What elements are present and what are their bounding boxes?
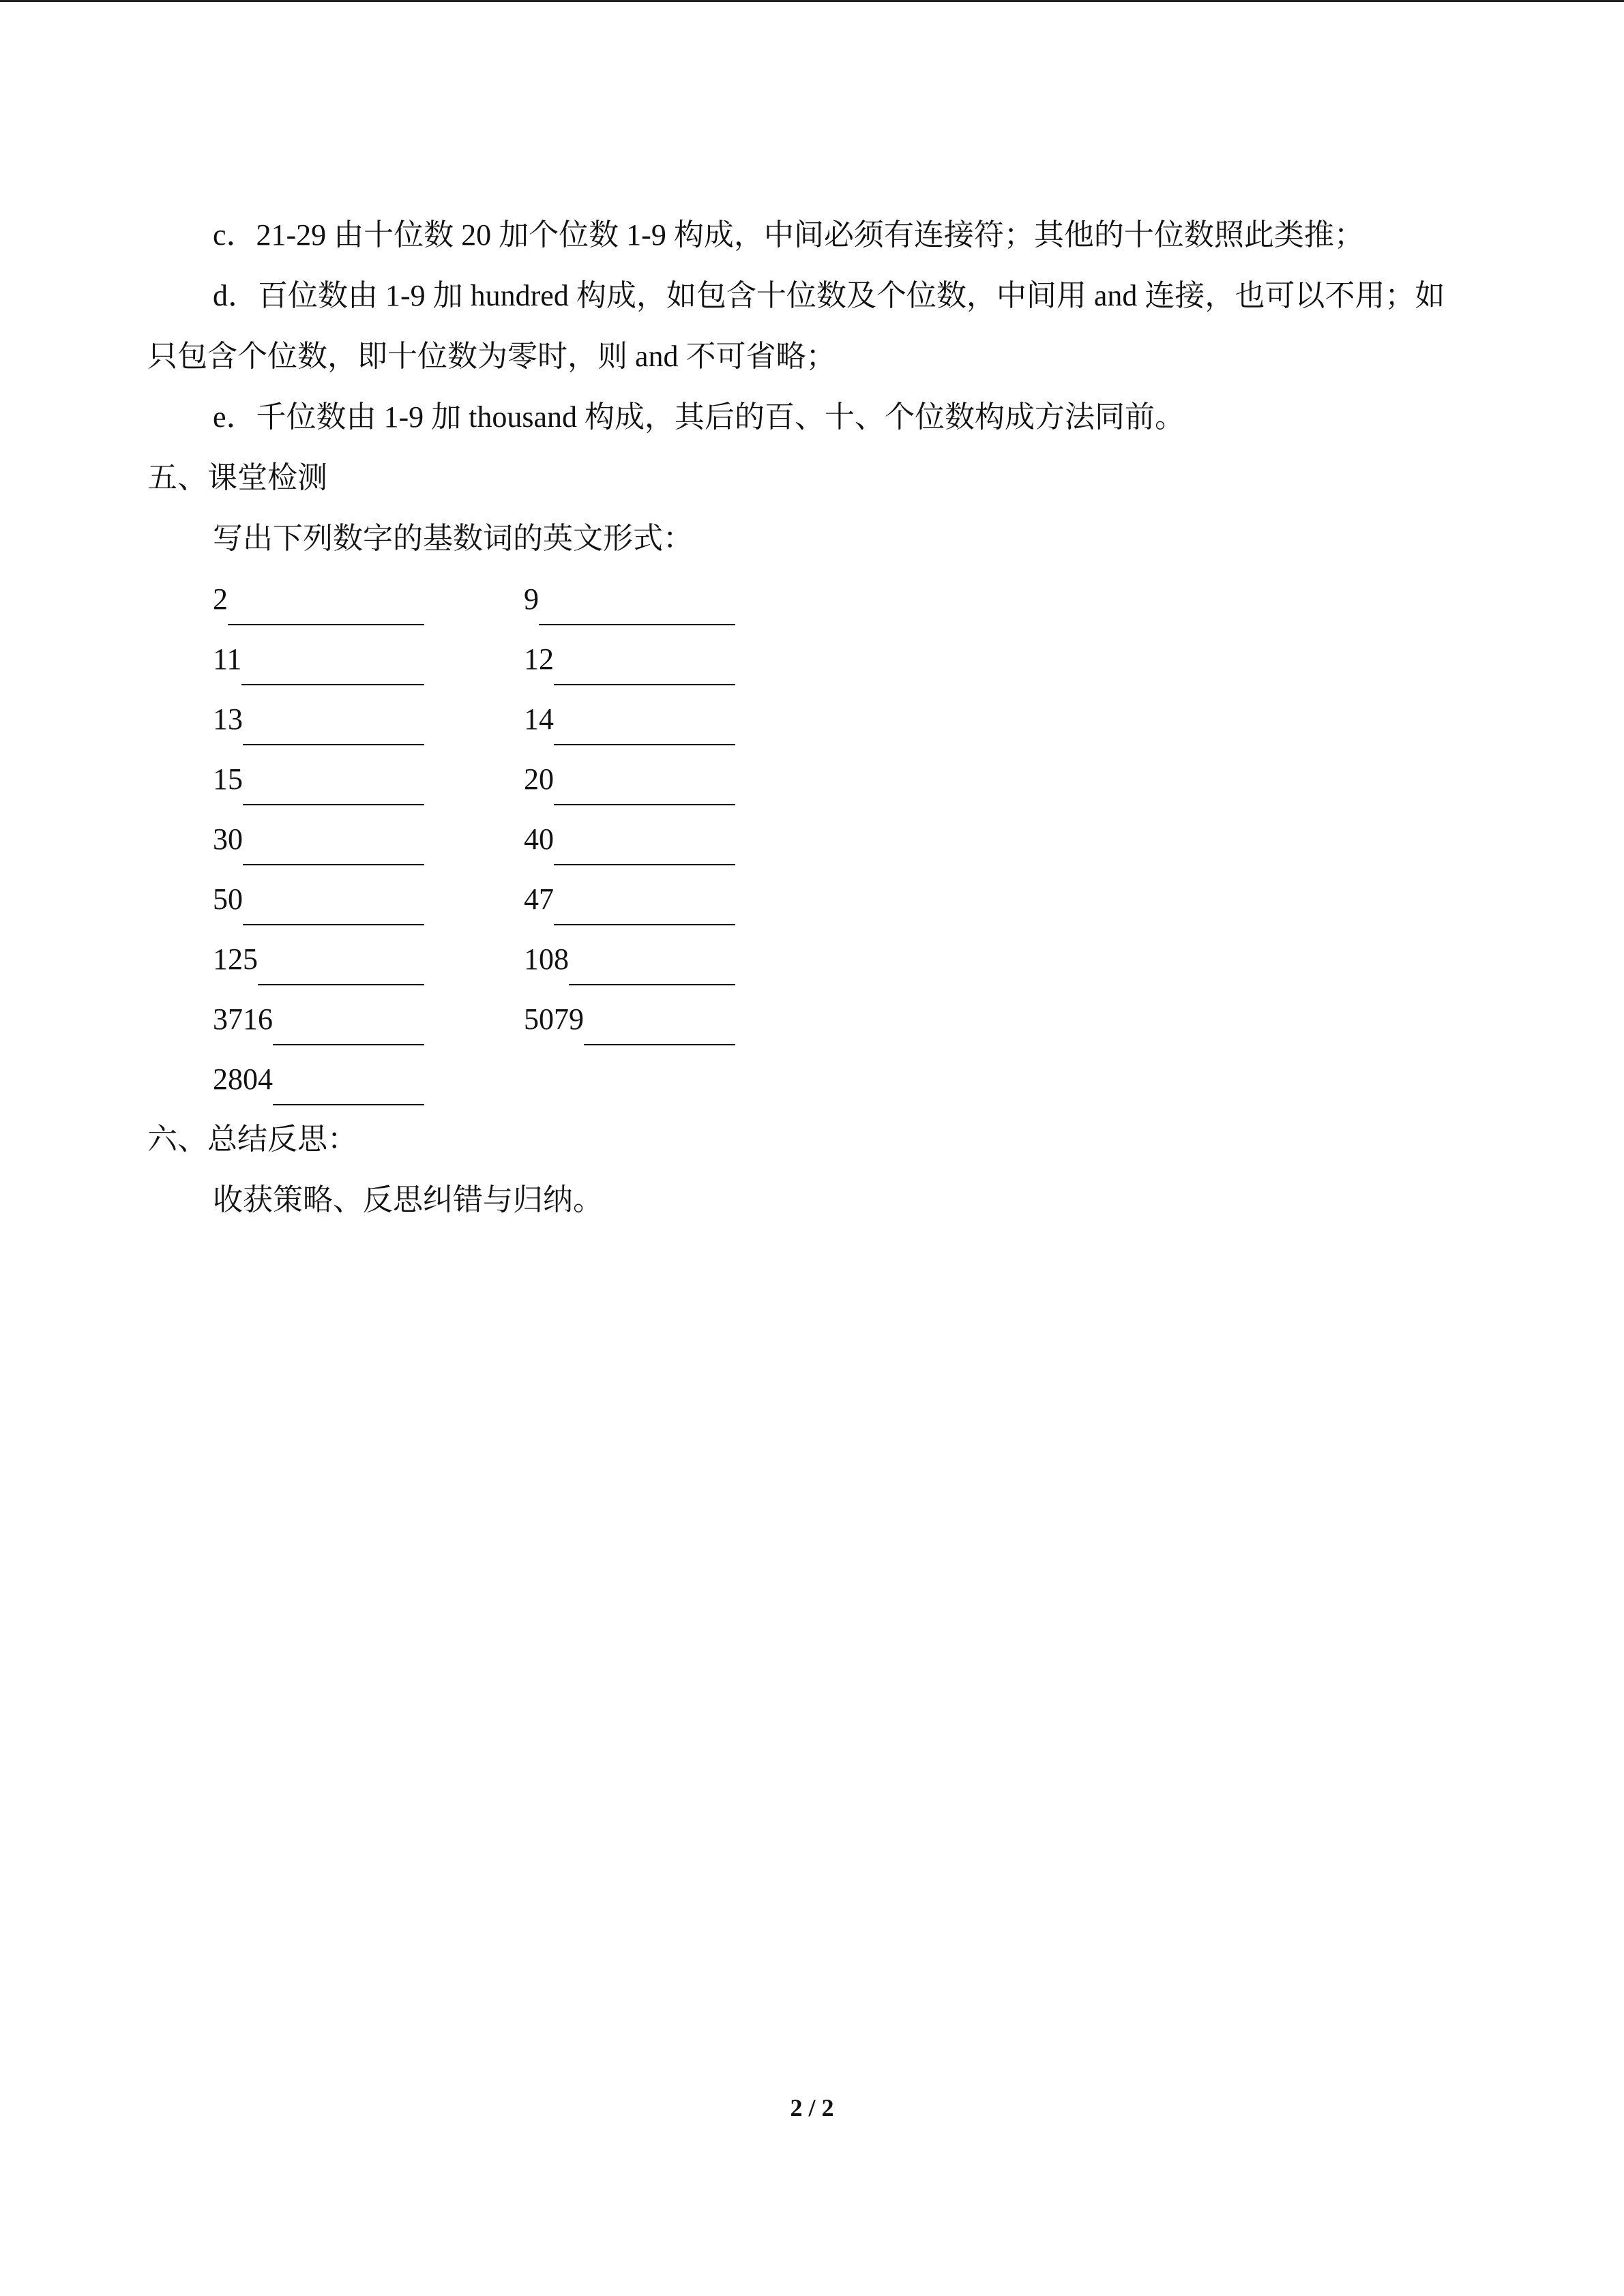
answer-row [213, 749, 1464, 809]
answer-item [524, 569, 835, 629]
document-page [147, 205, 1464, 1230]
answer-blank-line[interactable] [554, 774, 735, 805]
answer-item [213, 929, 524, 989]
answer-number: 15 [213, 762, 243, 796]
answer-item [213, 629, 524, 689]
answer-item [524, 689, 835, 749]
rule-d: d．百位数由 1-9 加 hundred 构成，如包含十位数及个位数，中间用 and 连接，也可以不用；如只包含个位数，即十位数为零时，则 and 不可省略； [147, 279, 1445, 373]
answer-item [524, 749, 835, 809]
answer-blank-line[interactable] [554, 714, 735, 745]
answer-number: 2804 [213, 1062, 273, 1096]
answer-number: 20 [524, 762, 554, 796]
answer-item [524, 629, 835, 689]
answer-row [213, 629, 1464, 689]
answer-number: 2 [213, 582, 228, 616]
answer-blank-line[interactable] [258, 954, 424, 985]
answer-row [213, 569, 1464, 629]
answer-grid [147, 569, 1464, 1109]
answer-blank-line[interactable] [243, 774, 424, 805]
answer-blank-line[interactable] [554, 654, 735, 685]
answer-blank-line[interactable] [243, 714, 424, 745]
answer-item [213, 749, 524, 809]
answer-number: 47 [524, 882, 554, 916]
answer-row [213, 809, 1464, 869]
answer-item [524, 929, 835, 989]
answer-item [213, 809, 524, 869]
page-number: 2 / 2 [790, 2094, 834, 2121]
answer-row [213, 869, 1464, 929]
answer-number: 40 [524, 822, 554, 856]
answer-number: 50 [213, 882, 243, 916]
answer-blank-line[interactable] [228, 594, 424, 625]
answer-item [213, 869, 524, 929]
section-6-title: 六、总结反思： [147, 1122, 357, 1156]
rule-c: c．21-29 由十位数 20 加个位数 1-9 构成，中间必须有连接符；其他的十位数照此类推； [213, 218, 1364, 252]
answer-number: 108 [524, 942, 569, 976]
section-6-text: 收获策略、反思纠错与归纳。 [213, 1183, 603, 1217]
answer-number: 11 [213, 642, 242, 676]
answer-item [524, 809, 835, 869]
answer-blank-line[interactable] [273, 1014, 424, 1045]
answer-blank-line[interactable] [584, 1014, 735, 1045]
answer-item [524, 989, 835, 1049]
answer-item [213, 689, 524, 749]
answer-blank-line[interactable] [243, 834, 424, 865]
answer-blank-line[interactable] [243, 894, 424, 925]
section-5-title: 五、课堂检测 [147, 461, 327, 494]
top-border-line [0, 0, 1624, 2]
answer-item [213, 569, 524, 629]
answer-item [524, 869, 835, 929]
answer-row [213, 929, 1464, 989]
answer-number: 12 [524, 642, 554, 676]
rule-e: e．千位数由 1-9 加 thousand 构成，其后的百、十、个位数构成方法同前。 [213, 400, 1185, 434]
answer-row [213, 689, 1464, 749]
answer-number: 14 [524, 702, 554, 736]
answer-number: 13 [213, 702, 243, 736]
answer-blank-line[interactable] [539, 594, 735, 625]
answer-number: 125 [213, 942, 258, 976]
answer-number: 9 [524, 582, 539, 616]
answer-number: 3716 [213, 1002, 273, 1036]
answer-blank-line[interactable] [241, 654, 424, 685]
answer-row [213, 989, 1464, 1049]
answer-blank-line[interactable] [554, 834, 735, 865]
answer-blank-line[interactable] [273, 1074, 424, 1105]
answer-item [213, 1049, 524, 1109]
answer-number: 5079 [524, 1002, 584, 1036]
section-5-instruction: 写出下列数字的基数词的英文形式： [213, 522, 693, 555]
answer-row [213, 1049, 1464, 1109]
answer-number: 30 [213, 822, 243, 856]
answer-blank-line[interactable] [554, 894, 735, 925]
answer-item [213, 989, 524, 1049]
answer-blank-line[interactable] [569, 954, 735, 985]
